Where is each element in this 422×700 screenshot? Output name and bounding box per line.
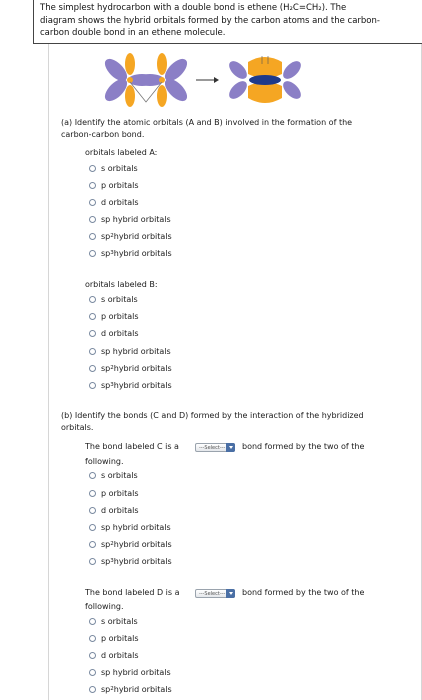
radio-button[interactable] bbox=[89, 472, 96, 479]
option-b-sp2[interactable]: sp 2 hybrid orbitals bbox=[89, 362, 172, 374]
option-a-sp[interactable]: sp hybrid orbitals bbox=[89, 213, 171, 225]
bond-d-select[interactable] bbox=[195, 589, 235, 598]
radio-button[interactable] bbox=[89, 558, 96, 565]
option-d-sp[interactable]: sp hybrid orbitals bbox=[89, 666, 171, 678]
option-c-sp3[interactable]: sp 3 hybrid orbitals bbox=[89, 555, 172, 567]
option-b-sp3[interactable]: sp 3 hybrid orbitals bbox=[89, 379, 172, 391]
option-b-sp[interactable]: sp hybrid orbitals bbox=[89, 345, 171, 357]
bond-d-prefix: The bond labeled D is a bbox=[85, 588, 180, 597]
radio-button[interactable] bbox=[89, 348, 96, 355]
option-c-s[interactable]: s orbitals bbox=[89, 469, 138, 481]
radio-button[interactable] bbox=[89, 182, 96, 189]
radio-button[interactable] bbox=[89, 507, 96, 514]
option-a-sp3[interactable]: sp 3 hybrid orbitals bbox=[89, 247, 172, 259]
group-b-label: orbitals labeled B: bbox=[85, 280, 158, 289]
radio-button[interactable] bbox=[89, 365, 96, 372]
option-b-p[interactable]: p orbitals bbox=[89, 310, 139, 322]
select-placeholder: ---Select--- bbox=[199, 590, 226, 597]
part-a-line-2: carbon-carbon bond. bbox=[61, 130, 145, 139]
option-b-s[interactable]: s orbitals bbox=[89, 293, 138, 305]
radio-button[interactable] bbox=[89, 296, 96, 303]
radio-button[interactable] bbox=[89, 490, 96, 497]
radio-button[interactable] bbox=[89, 618, 96, 625]
radio-button[interactable] bbox=[89, 216, 96, 223]
radio-button[interactable] bbox=[89, 250, 96, 257]
ethene-molecule bbox=[226, 56, 304, 103]
bond-d-suffix: bond formed by the two of the bbox=[242, 588, 365, 597]
radio-button[interactable] bbox=[89, 313, 96, 320]
intro-line-1: The simplest hydrocarbon with a double bond is ethene (H₂C=CH₂). The bbox=[40, 3, 347, 13]
option-c-sp2[interactable]: sp 2 hybrid orbitals bbox=[89, 538, 172, 550]
radio-button[interactable] bbox=[89, 669, 96, 676]
bond-c-following: following. bbox=[85, 457, 124, 466]
reaction-arrow bbox=[196, 77, 219, 83]
radio-button[interactable] bbox=[89, 635, 96, 642]
option-a-sp2[interactable]: sp 2 hybrid orbitals bbox=[89, 230, 172, 242]
intro-line-2: diagram shows the hybrid orbitals formed by the carbon atoms and the carbon- bbox=[40, 15, 380, 26]
radio-button[interactable] bbox=[89, 330, 96, 337]
radio-button[interactable] bbox=[89, 382, 96, 389]
group-a-label: orbitals labeled A: bbox=[85, 148, 158, 157]
option-d-d[interactable]: d orbitals bbox=[89, 649, 139, 661]
option-d-s[interactable]: s orbitals bbox=[89, 615, 138, 627]
part-a-question bbox=[61, 117, 415, 141]
radio-button[interactable] bbox=[89, 524, 96, 531]
part-a-line-1: (a) Identify the atomic orbitals (A and B) involved in the formation of the bbox=[61, 118, 353, 127]
question-intro bbox=[33, 0, 422, 44]
right-carbon-orbitals bbox=[136, 53, 191, 107]
radio-button[interactable] bbox=[89, 541, 96, 548]
bond-c-suffix: bond formed by the two of the bbox=[242, 442, 365, 451]
option-a-p[interactable]: p orbitals bbox=[89, 179, 139, 191]
bond-d-following: following. bbox=[85, 602, 124, 611]
option-d-p[interactable]: p orbitals bbox=[89, 632, 139, 644]
part-b-line-2: orbitals. bbox=[61, 423, 94, 432]
chevron-down-icon bbox=[226, 443, 235, 452]
bond-c-prefix: The bond labeled C is a bbox=[85, 442, 179, 451]
option-c-d[interactable]: d orbitals bbox=[89, 504, 139, 516]
intro-line-3: carbon double bond in an ethene molecule. bbox=[40, 28, 226, 38]
radio-button[interactable] bbox=[89, 652, 96, 659]
select-placeholder: ---Select--- bbox=[199, 444, 226, 451]
radio-button[interactable] bbox=[89, 165, 96, 172]
option-a-d[interactable]: d orbitals bbox=[89, 196, 139, 208]
option-c-p[interactable]: p orbitals bbox=[89, 487, 139, 499]
chevron-down-icon bbox=[226, 589, 235, 598]
part-b-question bbox=[61, 410, 415, 434]
option-c-sp[interactable]: sp hybrid orbitals bbox=[89, 521, 171, 533]
bond-c-select[interactable] bbox=[195, 443, 235, 452]
option-d-sp2[interactable]: sp 2 hybrid orbitals bbox=[89, 683, 172, 695]
radio-button[interactable] bbox=[89, 233, 96, 240]
radio-button[interactable] bbox=[89, 199, 96, 206]
option-a-s[interactable]: s orbitals bbox=[89, 162, 138, 174]
part-b-line-1: (b) Identify the bonds (C and D) formed by the interaction of the hybridized bbox=[61, 411, 364, 420]
option-b-d[interactable]: d orbitals bbox=[89, 327, 139, 339]
radio-button[interactable] bbox=[89, 686, 96, 693]
ethene-orbital-diagram bbox=[86, 52, 326, 108]
